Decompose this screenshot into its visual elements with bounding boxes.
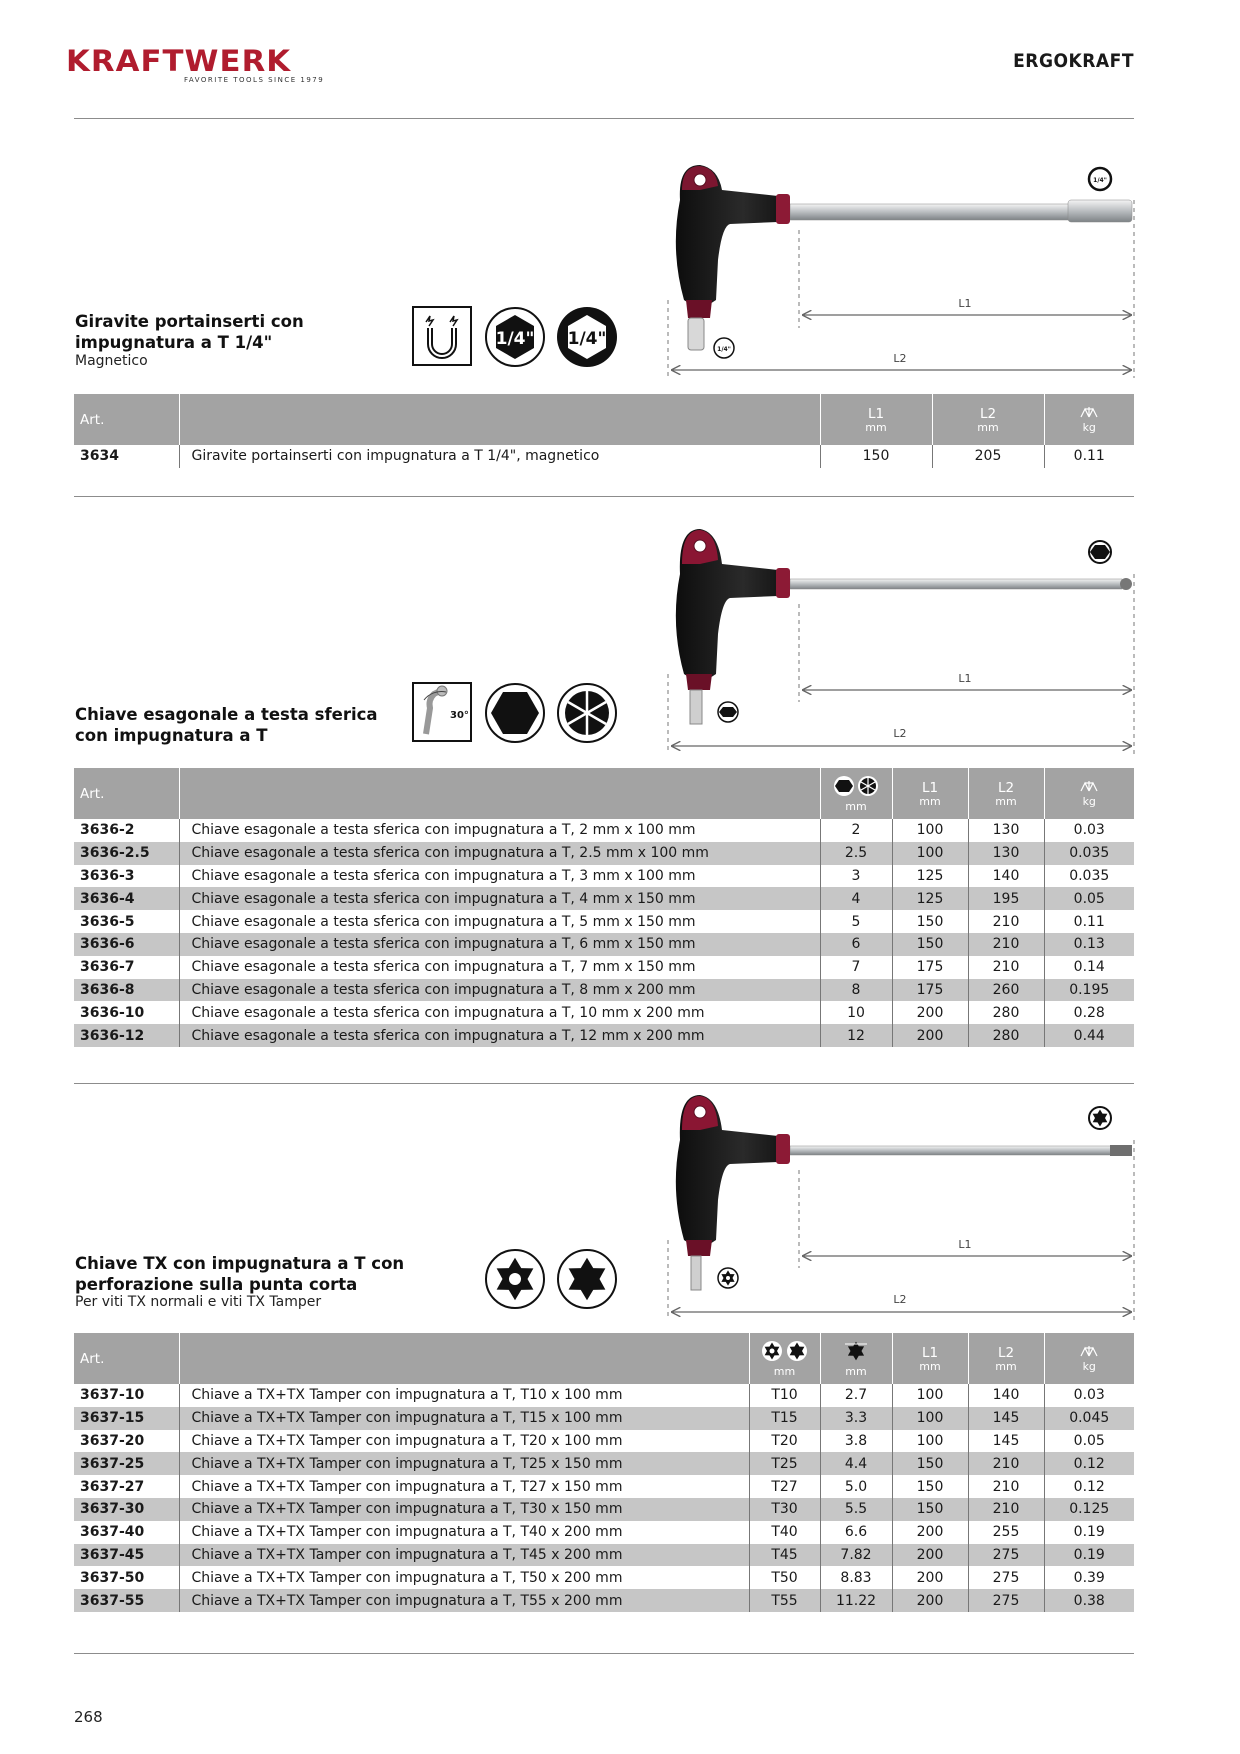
table-row [74,1498,1134,1521]
cell-art: 3637-27 [74,1475,179,1498]
cell-l1: 200 [892,1024,968,1047]
col-header-l2: L2 mm [968,768,1044,819]
cell-art: 3636-5 [74,910,179,933]
cell-l1: 125 [892,887,968,910]
torx-diameter-icon [843,1340,869,1362]
cell-desc: Chiave esagonale a testa sferica con impugnatura a T, 6 mm x 150 mm [179,933,820,956]
cell-l2: 210 [968,1498,1044,1521]
cell-l2: 275 [968,1566,1044,1589]
table-row [74,445,1134,468]
section2-title-line2: con impugnatura a T [75,726,268,745]
cell-l2: 195 [968,887,1044,910]
cell-kg: 0.035 [1044,865,1134,888]
cell-l2: 210 [968,956,1044,979]
cell-tx: T25 [749,1452,820,1475]
col-header-description [179,1333,749,1384]
cell-art: 3636-2.5 [74,842,179,865]
cell-l1: 150 [892,933,968,956]
section3-subtitle: Per viti TX normali e viti TX Tamper [75,1294,322,1310]
cell-kg: 0.28 [1044,1001,1134,1024]
table-row [74,1589,1134,1612]
cell-kg: 0.11 [1044,445,1134,468]
cell-kg: 0.125 [1044,1498,1134,1521]
cell-kg: 0.19 [1044,1544,1134,1567]
cell-dia: 3.3 [820,1407,892,1430]
l2-label: L2 [893,727,907,740]
col-header-art: Art. [74,768,179,819]
cell-l2: 210 [968,910,1044,933]
col-header-l1: L1 mm [892,768,968,819]
l1-label: L1 [958,1238,972,1251]
cell-desc: Chiave a TX+TX Tamper con impugnatura a T, T27 x 150 mm [179,1475,749,1498]
table-row [74,1024,1134,1047]
section3-title [75,1253,404,1295]
cell-l2: 140 [968,865,1044,888]
cell-l2: 280 [968,1001,1044,1024]
cell-kg: 0.44 [1044,1024,1134,1047]
hex-ball-size-icon [832,775,880,797]
cell-desc: Chiave a TX+TX Tamper con impugnatura a T, T55 x 200 mm [179,1589,749,1612]
cell-l1: 150 [892,1498,968,1521]
cell-kg: 0.195 [1044,979,1134,1002]
cell-art: 3637-10 [74,1384,179,1407]
cell-kg: 0.045 [1044,1407,1134,1430]
scale-icon [1079,406,1099,418]
cell-kg: 0.035 [1044,842,1134,865]
cell-dia: 11.22 [820,1589,892,1612]
cell-art: 3637-55 [74,1589,179,1612]
table-row [74,819,1134,842]
section3-title-line2: perforazione sulla punta corta [75,1275,358,1294]
cell-l1: 200 [892,1566,968,1589]
l2-label: L2 [893,352,907,365]
cell-size: 2.5 [820,842,892,865]
cell-l2: 210 [968,1475,1044,1498]
cell-tx: T15 [749,1407,820,1430]
cell-l1: 100 [892,1430,968,1453]
table-row [74,842,1134,865]
cell-l2: 210 [968,933,1044,956]
table-row [74,910,1134,933]
section-divider-2 [74,1083,1134,1084]
cell-desc: Chiave esagonale a testa sferica con impugnatura a T, 2.5 mm x 100 mm [179,842,820,865]
cell-l2: 145 [968,1430,1044,1453]
cell-desc: Chiave a TX+TX Tamper con impugnatura a T, T30 x 150 mm [179,1498,749,1521]
tool-drawing-bit-holder [660,150,1150,390]
table-row [74,1452,1134,1475]
cell-l2: 145 [968,1407,1044,1430]
cell-l1: 200 [892,1589,968,1612]
cell-l2: 260 [968,979,1044,1002]
torx-tamper-icon [484,1248,546,1310]
cell-size: 3 [820,865,892,888]
section3-title-line1: Chiave TX con impugnatura a T con [75,1254,405,1273]
cell-l1: 200 [892,1521,968,1544]
cell-desc: Chiave a TX+TX Tamper con impugnatura a T, T40 x 200 mm [179,1521,749,1544]
cell-kg: 0.38 [1044,1589,1134,1612]
cell-tx: T50 [749,1566,820,1589]
header-divider [74,118,1134,119]
cell-l1: 200 [892,1544,968,1567]
cell-desc: Chiave esagonale a testa sferica con impugnatura a T, 7 mm x 150 mm [179,956,820,979]
col-header-l2: L2 mm [932,394,1044,445]
cell-art: 3637-50 [74,1566,179,1589]
table-row [74,979,1134,1002]
col-header-tx-size: mm [749,1333,820,1384]
cell-size: 6 [820,933,892,956]
col-header-weight: kg [1044,768,1134,819]
cell-l2: 255 [968,1521,1044,1544]
cell-kg: 0.14 [1044,956,1134,979]
col-header-l1: L1 mm [820,394,932,445]
end-badge-label: 1/4" [1093,177,1107,184]
cell-dia: 4.4 [820,1452,892,1475]
col-header-l1: L1 mm [892,1333,968,1384]
section1-title-line1: Giravite portainserti con [75,312,304,331]
table-row [74,1544,1134,1567]
cell-l2: 140 [968,1384,1044,1407]
table-row [74,887,1134,910]
table-row [74,1001,1134,1024]
cell-l1: 125 [892,865,968,888]
cell-desc: Chiave esagonale a testa sferica con impugnatura a T, 10 mm x 200 mm [179,1001,820,1024]
section1-title-line2: impugnatura a T 1/4" [75,333,273,352]
table-row [74,1430,1134,1453]
table-row [74,1407,1134,1430]
tip-badge-label: 1/4" [717,346,731,353]
table-row [74,933,1134,956]
spec-table-3634 [74,394,1134,468]
angle-label: 30° [450,710,469,721]
cell-l1: 100 [892,1407,968,1430]
l2-label: L2 [893,1293,907,1306]
cell-l1: 175 [892,979,968,1002]
hexagon-icon [484,682,546,744]
cell-l1: 150 [892,1475,968,1498]
spec-table-3637 [74,1333,1134,1612]
hex-socket-label: 1/4" [567,329,607,349]
cell-kg: 0.03 [1044,1384,1134,1407]
cell-desc: Chiave esagonale a testa sferica con impugnatura a T, 8 mm x 200 mm [179,979,820,1002]
cell-tx: T55 [749,1589,820,1612]
cell-kg: 0.11 [1044,910,1134,933]
cell-art: 3636-2 [74,819,179,842]
logo-tagline: FAVORITE TOOLS SINCE 1979 [184,76,325,84]
cell-tx: T27 [749,1475,820,1498]
cell-desc: Chiave a TX+TX Tamper con impugnatura a T, T15 x 100 mm [179,1407,749,1430]
cell-art: 3636-3 [74,865,179,888]
cell-kg: 0.03 [1044,819,1134,842]
cell-size: 2 [820,819,892,842]
table-row [74,1384,1134,1407]
table-row [74,865,1134,888]
tool-drawing-ball-hex-key [660,524,1150,764]
cell-art: 3637-20 [74,1430,179,1453]
cell-l2: 275 [968,1544,1044,1567]
quarter-inch-hex-drive-icon [484,306,546,368]
l1-label: L1 [958,672,972,685]
table-row [74,1475,1134,1498]
cell-desc: Chiave a TX+TX Tamper con impugnatura a T, T50 x 200 mm [179,1566,749,1589]
cell-art: 3637-25 [74,1452,179,1475]
cell-size: 4 [820,887,892,910]
section2-title [75,704,378,746]
cell-art: 3634 [74,445,179,468]
section-divider-1 [74,496,1134,497]
cell-l1: 100 [892,842,968,865]
cell-kg: 0.12 [1044,1475,1134,1498]
cell-kg: 0.39 [1044,1566,1134,1589]
cell-desc: Chiave esagonale a testa sferica con impugnatura a T, 12 mm x 200 mm [179,1024,820,1047]
cell-l1: 200 [892,1001,968,1024]
col-header-l2: L2 mm [968,1333,1044,1384]
l1-label: L1 [958,297,972,310]
cell-l2: 210 [968,1452,1044,1475]
section2-title-line1: Chiave esagonale a testa sferica [75,705,378,724]
cell-dia: 6.6 [820,1521,892,1544]
table-row [74,956,1134,979]
cell-tx: T40 [749,1521,820,1544]
page-number: 268 [74,1708,103,1726]
quarter-inch-hex-socket-icon [556,306,618,368]
col-header-description [179,394,820,445]
col-header-weight: kg [1044,394,1134,445]
hex-drive-label: 1/4" [495,329,535,349]
cell-art: 3637-45 [74,1544,179,1567]
cell-desc: Chiave a TX+TX Tamper con impugnatura a T, T10 x 100 mm [179,1384,749,1407]
torx-icon [556,1248,618,1310]
cell-l2: 280 [968,1024,1044,1047]
cell-size: 10 [820,1001,892,1024]
cell-l2: 130 [968,819,1044,842]
table-row [74,1566,1134,1589]
col-header-description [179,768,820,819]
cell-desc: Giravite portainserti con impugnatura a T 1/4", magnetico [179,445,820,468]
cell-dia: 3.8 [820,1430,892,1453]
cell-tx: T30 [749,1498,820,1521]
ball-end-angle-icon [412,682,472,742]
cell-l1: 150 [892,1452,968,1475]
magnet-icon [412,306,472,366]
cell-art: 3636-6 [74,933,179,956]
cell-art: 3636-8 [74,979,179,1002]
scale-icon [1079,1345,1099,1357]
cell-l1: 150 [892,910,968,933]
product-line-title: ERGOKRAFT [1013,50,1134,72]
col-header-weight: kg [1044,1333,1134,1384]
cell-l2: 130 [968,842,1044,865]
cell-tx: T45 [749,1544,820,1567]
spec-table-3636 [74,768,1134,1047]
cell-dia: 7.82 [820,1544,892,1567]
cell-kg: 0.05 [1044,887,1134,910]
cell-tx: T10 [749,1384,820,1407]
cell-l1: 175 [892,956,968,979]
col-header-art: Art. [74,394,179,445]
cell-kg: 0.12 [1044,1452,1134,1475]
cell-art: 3637-40 [74,1521,179,1544]
cell-desc: Chiave esagonale a testa sferica con impugnatura a T, 2 mm x 100 mm [179,819,820,842]
cell-desc: Chiave esagonale a testa sferica con impugnatura a T, 4 mm x 150 mm [179,887,820,910]
cell-kg: 0.13 [1044,933,1134,956]
cell-desc: Chiave esagonale a testa sferica con impugnatura a T, 5 mm x 150 mm [179,910,820,933]
col-header-size: mm [820,768,892,819]
col-header-tx-diameter: mm [820,1333,892,1384]
cell-dia: 2.7 [820,1384,892,1407]
cell-size: 7 [820,956,892,979]
cell-dia: 5.5 [820,1498,892,1521]
cell-art: 3636-4 [74,887,179,910]
cell-kg: 0.05 [1044,1430,1134,1453]
cell-art: 3636-7 [74,956,179,979]
cell-tx: T20 [749,1430,820,1453]
cell-art: 3636-12 [74,1024,179,1047]
cell-size: 5 [820,910,892,933]
section-divider-3 [74,1653,1134,1654]
cell-desc: Chiave esagonale a testa sferica con impugnatura a T, 3 mm x 100 mm [179,865,820,888]
cell-desc: Chiave a TX+TX Tamper con impugnatura a T, T25 x 150 mm [179,1452,749,1475]
cell-art: 3636-10 [74,1001,179,1024]
cell-l1: 150 [820,445,932,468]
cell-l1: 100 [892,1384,968,1407]
scale-icon [1079,780,1099,792]
col-header-art: Art. [74,1333,179,1384]
brand-logo: KRAFTWERK [66,44,292,78]
section1-title [75,311,304,353]
cell-desc: Chiave a TX+TX Tamper con impugnatura a T, T20 x 100 mm [179,1430,749,1453]
cell-l2: 275 [968,1589,1044,1612]
table-row [74,1521,1134,1544]
cell-dia: 8.83 [820,1566,892,1589]
cell-size: 8 [820,979,892,1002]
cell-art: 3637-30 [74,1498,179,1521]
cell-dia: 5.0 [820,1475,892,1498]
cell-desc: Chiave a TX+TX Tamper con impugnatura a T, T45 x 200 mm [179,1544,749,1567]
torx-size-icon [760,1340,810,1362]
cell-size: 12 [820,1024,892,1047]
cell-l1: 100 [892,819,968,842]
tool-drawing-torx-key [660,1090,1150,1330]
cell-l2: 205 [932,445,1044,468]
ball-hex-profile-icon [556,682,618,744]
cell-kg: 0.19 [1044,1521,1134,1544]
cell-art: 3637-15 [74,1407,179,1430]
section1-subtitle: Magnetico [75,353,148,369]
